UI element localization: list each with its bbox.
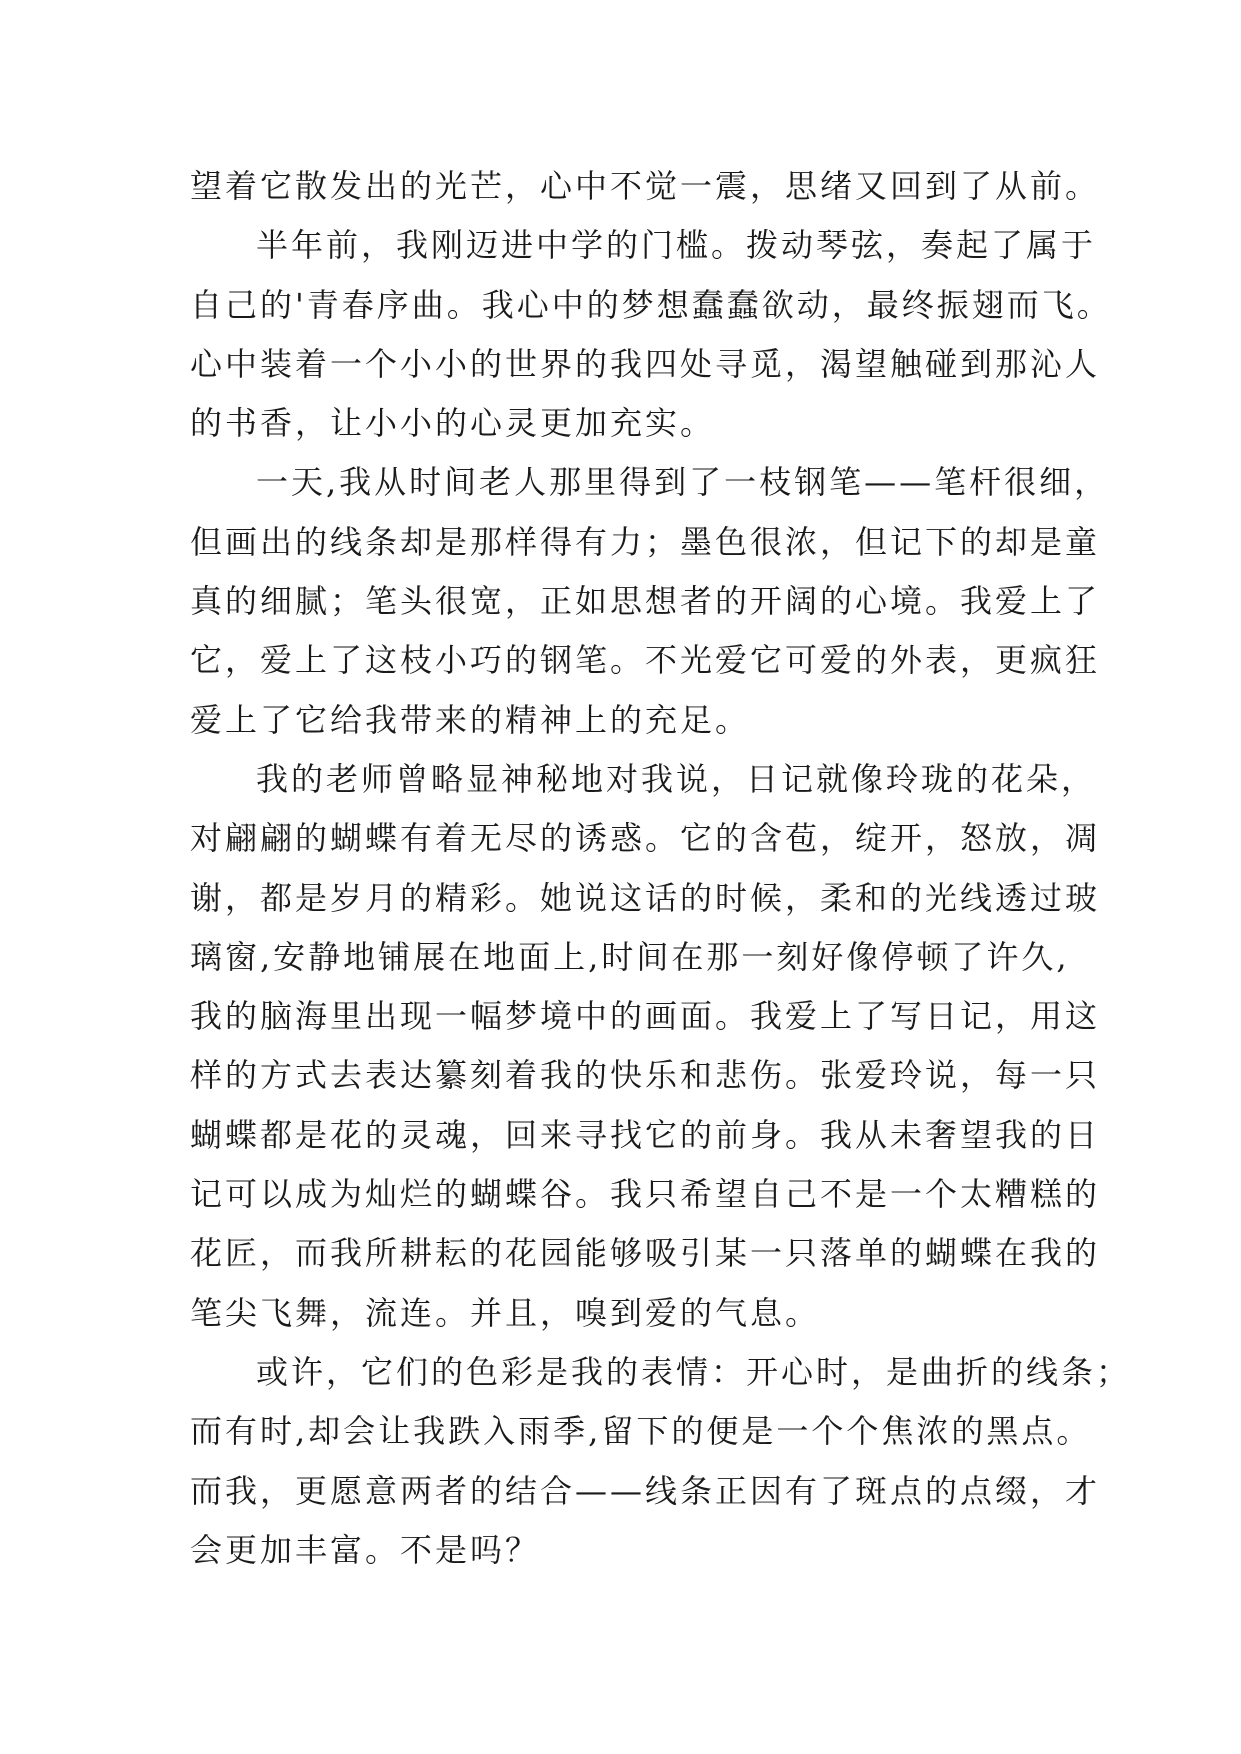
text-line: 而有时,却会让我跌入雨季,留下的便是一个个焦浓的黑点。 (190, 1412, 1092, 1451)
text-line: 自己的'青春序曲。我心中的梦想蠢蠢欲动，最终振翅而飞。 (190, 285, 1112, 324)
text-line: 的书香，让小小的心灵更加充实。 (190, 404, 716, 443)
text-line: 璃窗,安静地铺展在地面上,时间在那一刻好像停顿了许久, (190, 937, 1070, 976)
text-line: 而我，更愿意两者的结合——线条正因有了斑点的点缀，才 (190, 1471, 1101, 1510)
text-line: 一天,我从时间老人那里得到了一枝钢笔——笔杆很细， (256, 463, 1110, 502)
text-line: 真的细腻；笔头很宽，正如思想者的开阔的心境。我爱上了 (190, 582, 1101, 621)
text-line: 会更加丰富。不是吗？ (190, 1530, 541, 1569)
text-line: 样的方式去表达纂刻着我的快乐和悲伤。张爱玲说，每一只 (190, 1056, 1101, 1095)
text-line: 但画出的线条却是那样得有力；墨色很浓，但记下的却是童 (190, 522, 1101, 561)
body-text (190, 157, 1132, 1580)
text-line: 笔尖飞舞，流连。并且，嗅到爱的气息。 (190, 1293, 821, 1332)
text-line: 我的脑海里出现一幅梦境中的画面。我爱上了写日记，用这 (190, 997, 1101, 1036)
text-line: 或许，它们的色彩是我的表情：开心时，是曲折的线条； (256, 1352, 1132, 1391)
text-line: 对翩翩的蝴蝶有着无尽的诱惑。它的含苞，绽开，怒放，凋 (190, 819, 1101, 858)
text-line: 花匠，而我所耕耘的花园能够吸引某一只落单的蝴蝶在我的 (190, 1234, 1101, 1273)
text-line: 我的老师曾略显神秘地对我说，日记就像玲珑的花朵， (256, 759, 1097, 798)
text-line: 心中装着一个小小的世界的我四处寻觅，渴望触碰到那沁人 (190, 344, 1101, 383)
text-line: 谢，都是岁月的精彩。她说这话的时候，柔和的光线透过玻 (190, 878, 1101, 917)
text-line: 它，爱上了这枝小巧的钢笔。不光爱它可爱的外表，更疯狂 (190, 641, 1101, 680)
text-line: 望着它散发出的光芒，心中不觉一震，思绪又回到了从前。 (190, 167, 1101, 205)
text-line: 蝴蝶都是花的灵魂，回来寻找它的前身。我从未奢望我的日 (190, 1115, 1101, 1154)
text-line: 半年前，我刚迈进中学的门槛。拨动琴弦，奏起了属于 (256, 226, 1097, 265)
text-line: 爱上了它给我带来的精神上的充足。 (190, 700, 751, 739)
text-line: 记可以成为灿烂的蝴蝶谷。我只希望自己不是一个太糟糕的 (190, 1175, 1101, 1214)
